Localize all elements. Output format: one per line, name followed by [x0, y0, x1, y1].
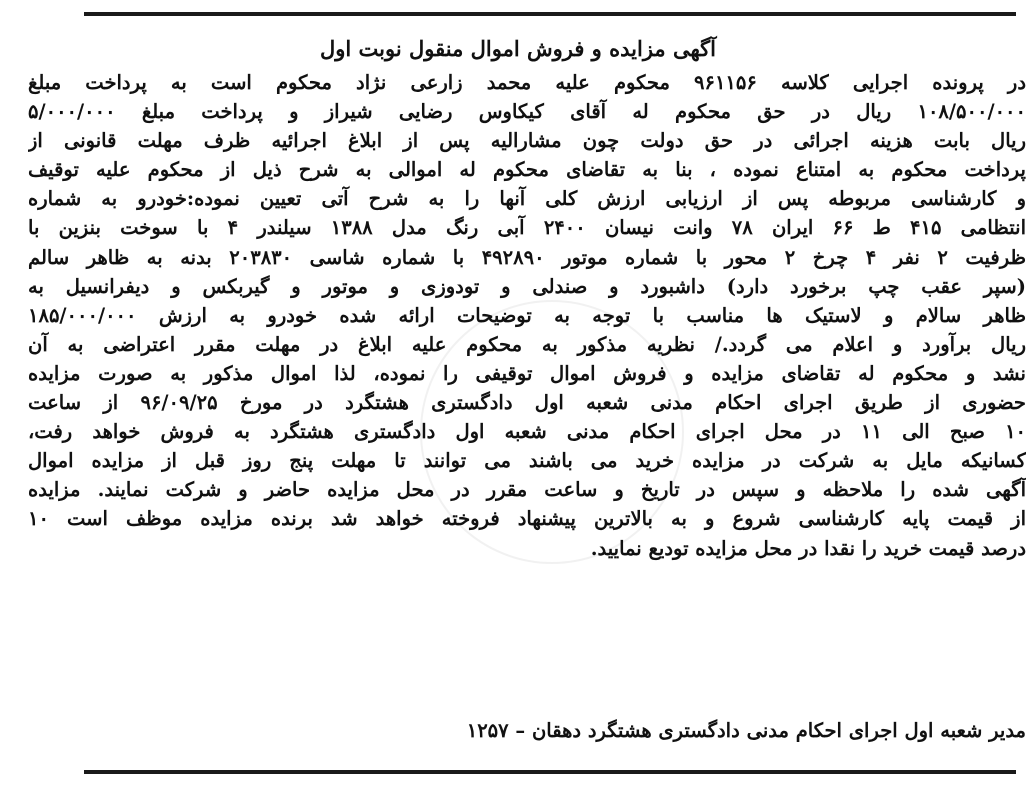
- signature-line: مدیر شعبه اول اجرای احکام مدنی دادگستری هشتگرد دهقان – ۱۲۵۷: [466, 719, 1026, 742]
- body-line: ظاهر سالام و لاستیک ها مناسب با توجه به توضیحات ارائه شده خودرو به ارزش ۱۸۵/۰۰۰/۰۰۰: [28, 303, 1026, 327]
- body-line: کسانیکه مایل به شرکت در مزایده خرید می باشند می توانند تا مهلت پنج روز قبل از مزایده اموال: [28, 449, 1026, 473]
- body-line: انتظامی ۴۱۵ ط ۶۶ ایران ۷۸ وانت نیسان ۲۴۰۰ آبی رنگ مدل ۱۳۸۸ سیلندر ۴ با سوخت بنزین با: [28, 216, 1026, 240]
- body-line: پرداخت محکوم به امتناع نموده ، بنا به تقاضای محکوم له اموالی به شرح ذیل از محکوم علیه توقیف: [28, 158, 1026, 182]
- body-line: و کارشناسی مربوطه پس از ارزیابی ارزش کلی آنها را به شرح آتی تعیین نموده:خودرو به شماره: [28, 187, 1026, 211]
- top-rule: [84, 12, 1016, 16]
- body-line: نشد و محکوم له تقاضای مزایده و فروش اموال توقیفی را نموده، لذا اموال مذکور به صورت مزایده: [28, 361, 1026, 385]
- body-line: ظرفیت ۲ نفر ۴ چرخ ۲ محور با شماره موتور ۴۹۲۸۹۰ با شماره شاسی ۲۰۳۸۳۰ بدنه به ظاهر سالم: [28, 245, 1026, 269]
- body-line: (سپر عقب چپ برخورد دارد) داشبورد و صندلی و تودوزی و موتور و گیربکس و دیفرانسیل به: [28, 274, 1026, 298]
- body-line: ریال برآورد و اعلام می گردد./ نظریه مذکور به محکوم علیه ابلاغ در مهلت مقرر اعتراضی به آن: [28, 332, 1026, 356]
- body-line: ریال بابت هزینه اجرائی در حق دولت چون مشارالیه پس از ابلاغ اجرائیه ظرف مهلت قانونی از: [28, 129, 1026, 153]
- body-line: ۱۰ صبح الی ۱۱ در محل اجرای احکام مدنی شعبه اول دادگستری هشتگرد به فروش خواهد رفت،: [28, 420, 1026, 444]
- bottom-rule: [84, 770, 1016, 774]
- body-line: آگهی شده را ملاحظه و سپس در تاریخ و ساعت مقرر در محل مزایده حاضر و شرکت نمایند. مزایده: [28, 478, 1026, 502]
- body-line: در پرونده اجرایی کلاسه ۹۶۱۱۵۶ محکوم علیه محمد زارعی نژاد محکوم است به پرداخت مبلغ: [28, 71, 1026, 94]
- body-line: از قیمت پایه کارشناسی شروع و به بالاترین پیشنهاد فروخته خواهد شد برنده مزایده موظف است ۱۰: [28, 507, 1026, 531]
- body-line: حضوری از طریق اجرای احکام مدنی شعبه اول دادگستری هشتگرد در مورخ ۹۶/۰۹/۲۵ از ساعت: [28, 391, 1026, 415]
- notice-title: آگهی مزایده و فروش اموال منقول نوبت اول: [319, 36, 716, 61]
- notice-body: [28, 68, 1026, 563]
- body-line: ۱۰۸/۵۰۰/۰۰۰ ریال در حق محکوم له آقای کیکاوس رضایی شیراز و پرداخت مبلغ ۵/۰۰۰/۰۰۰: [28, 100, 1026, 124]
- body-line-last: درصد قیمت خرید را نقدا در محل مزایده تودیع نمایید.: [590, 536, 1026, 560]
